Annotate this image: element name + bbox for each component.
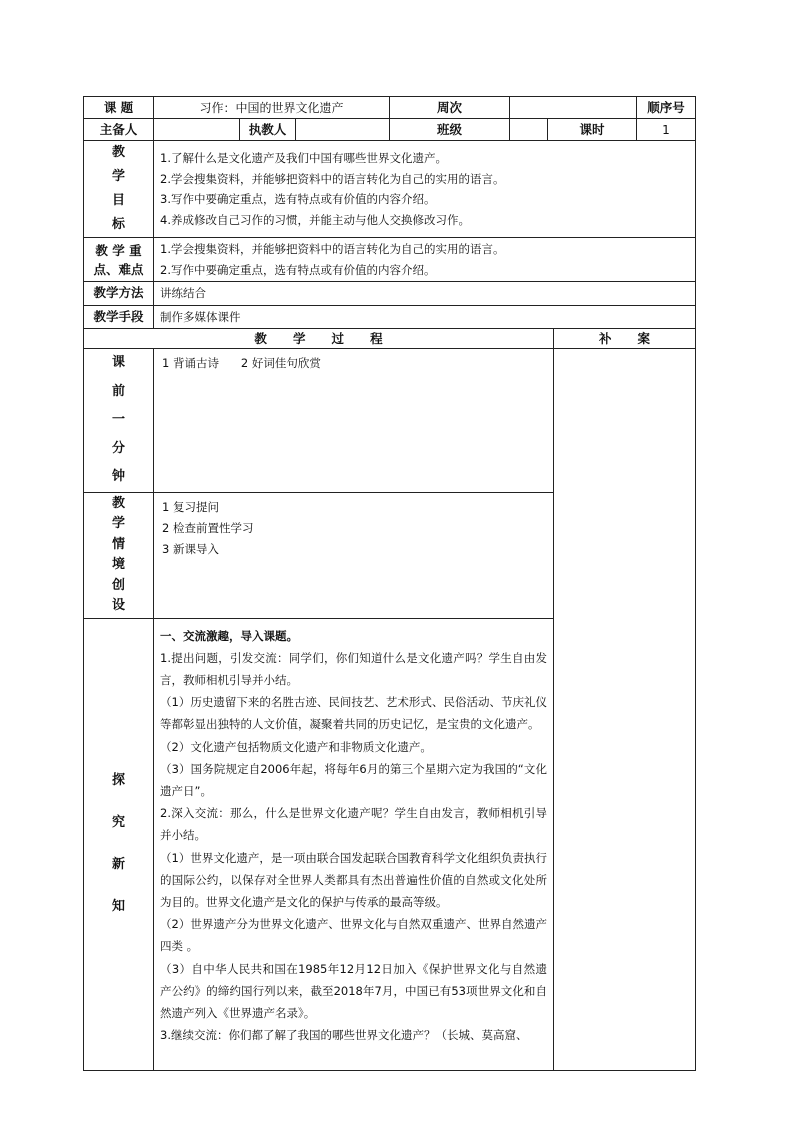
explore-content bbox=[154, 618, 554, 1070]
preparer-label: 主备人 bbox=[84, 119, 154, 141]
class-label: 班级 bbox=[390, 119, 510, 141]
method-value: 讲练结合 bbox=[154, 282, 696, 306]
goals-label: 教 学 目 标 bbox=[84, 141, 154, 238]
situation-item: 1 复习提问 bbox=[162, 499, 219, 514]
header-row-2 bbox=[83, 118, 696, 141]
pre-class-content: 1 背诵古诗 2 好词佳句欣赏 bbox=[154, 349, 554, 493]
supplement-column bbox=[554, 349, 696, 1071]
week-label: 周次 bbox=[390, 97, 510, 119]
row-means bbox=[84, 305, 696, 329]
situation-item: 3 新课导入 bbox=[162, 541, 219, 556]
goal-item: 3.写作中要确定重点，选有特点或有价值的内容介绍。 bbox=[160, 192, 436, 206]
class-value bbox=[510, 119, 548, 141]
hours-label: 课时 bbox=[548, 119, 637, 141]
goals-list bbox=[154, 141, 696, 238]
situation-content bbox=[154, 492, 554, 618]
explore-paragraph: （2）世界遗产分为世界文化遗产、世界文化与自然双重遗产、世界自然遗产四类 。 bbox=[160, 917, 547, 954]
order-label: 顺序号 bbox=[637, 97, 696, 119]
row-topic bbox=[84, 97, 696, 119]
process-title: 教 学 过 程 bbox=[84, 329, 554, 349]
situation-item: 2 检查前置性学习 bbox=[162, 520, 254, 535]
explore-paragraph: 1.提出问题，引发交流：同学们，你们知道什么是文化遗产吗？学生自由发言，教师相机引导并小结。 bbox=[160, 650, 547, 687]
explore-paragraph: （3）国务院规定自2006年起，将每年6月的第三个星期六定为我国的“文化遗产日”。 bbox=[160, 761, 547, 798]
key-points-label: 教 学 重 点、难点 bbox=[84, 238, 154, 282]
explore-paragraph: （1）历史遗留下来的名胜古迹、民间技艺、艺术形式、民俗活动、节庆礼仪等都彰显出独特的人文价值，凝聚着共同的历史记忆，是宝贵的文化遗产。 bbox=[160, 695, 547, 732]
teacher-value bbox=[296, 119, 390, 141]
explore-paragraph: （1）世界文化遗产，是一项由联合国发起联合国教育科学文化组织负责执行的国际公约，以保存对全世界人类都具有杰出普遍性价值的自然或文化处所为目的。世界文化遗产是文化的保护与传承的最高等级。 bbox=[160, 850, 547, 909]
preparer-value bbox=[154, 119, 240, 141]
explore-paragraph: （3）自中华人民共和国在1985年12月12日加入《保护世界文化与自然遗产公约》的缔约国行列以来，截至2018年7月，中国已有53项世界文化和自然遗产列入《世界遗产名录》。 bbox=[160, 961, 547, 1020]
body-table bbox=[83, 140, 696, 1071]
explore-paragraph: 2.深入交流：那么，什么是世界文化遗产呢？学生自由发言，教师相机引导并小结。 bbox=[160, 806, 547, 843]
topic-label: 课 题 bbox=[84, 97, 154, 119]
row-goals bbox=[84, 141, 696, 238]
topic-value: 习作：中国的世界文化遗产 bbox=[154, 97, 390, 119]
row-method bbox=[84, 282, 696, 306]
means-value: 制作多媒体课件 bbox=[154, 305, 696, 329]
hours-value: 1 bbox=[637, 119, 696, 141]
explore-label: 探 究 新 知 bbox=[84, 618, 154, 1070]
key-point-item: 1.学会搜集资料，并能够把资料中的语言转化为自己的实用的语言。 bbox=[160, 242, 505, 256]
row-process-header bbox=[84, 329, 696, 349]
teacher-label: 执教人 bbox=[240, 119, 296, 141]
lesson-plan-table bbox=[83, 96, 696, 119]
explore-heading: 一、交流激趣，导入课题。 bbox=[160, 628, 298, 643]
row-pre-class bbox=[84, 349, 696, 493]
method-label: 教学方法 bbox=[84, 282, 154, 306]
week-value bbox=[510, 97, 637, 119]
explore-paragraph: （2）文化遗产包括物质文化遗产和非物质文化遗产。 bbox=[160, 739, 432, 754]
means-label: 教学手段 bbox=[84, 305, 154, 329]
pre-class-label: 课 前 一 分 钟 bbox=[84, 349, 154, 493]
explore-paragraph: 3.继续交流：你们都了解了我国的哪些世界文化遗产？（长城、莫高窟、 bbox=[160, 1028, 528, 1043]
goal-item: 1.了解什么是文化遗产及我们中国有哪些世界文化遗产。 bbox=[160, 151, 447, 165]
lesson-plan-sheet bbox=[83, 96, 695, 1071]
goal-item: 4.养成修改自己习作的习惯，并能主动与他人交换修改习作。 bbox=[160, 212, 470, 227]
goal-item: 2.学会搜集资料，并能够把资料中的语言转化为自己的实用的语言。 bbox=[160, 171, 505, 186]
row-key-points bbox=[84, 238, 696, 282]
situation-label: 教 学 情 境 创 设 bbox=[84, 492, 154, 618]
key-points-list bbox=[154, 238, 696, 282]
key-point-item: 2.写作中要确定重点，选有特点或有价值的内容介绍。 bbox=[160, 262, 436, 277]
supplement-title: 补 案 bbox=[554, 329, 696, 349]
